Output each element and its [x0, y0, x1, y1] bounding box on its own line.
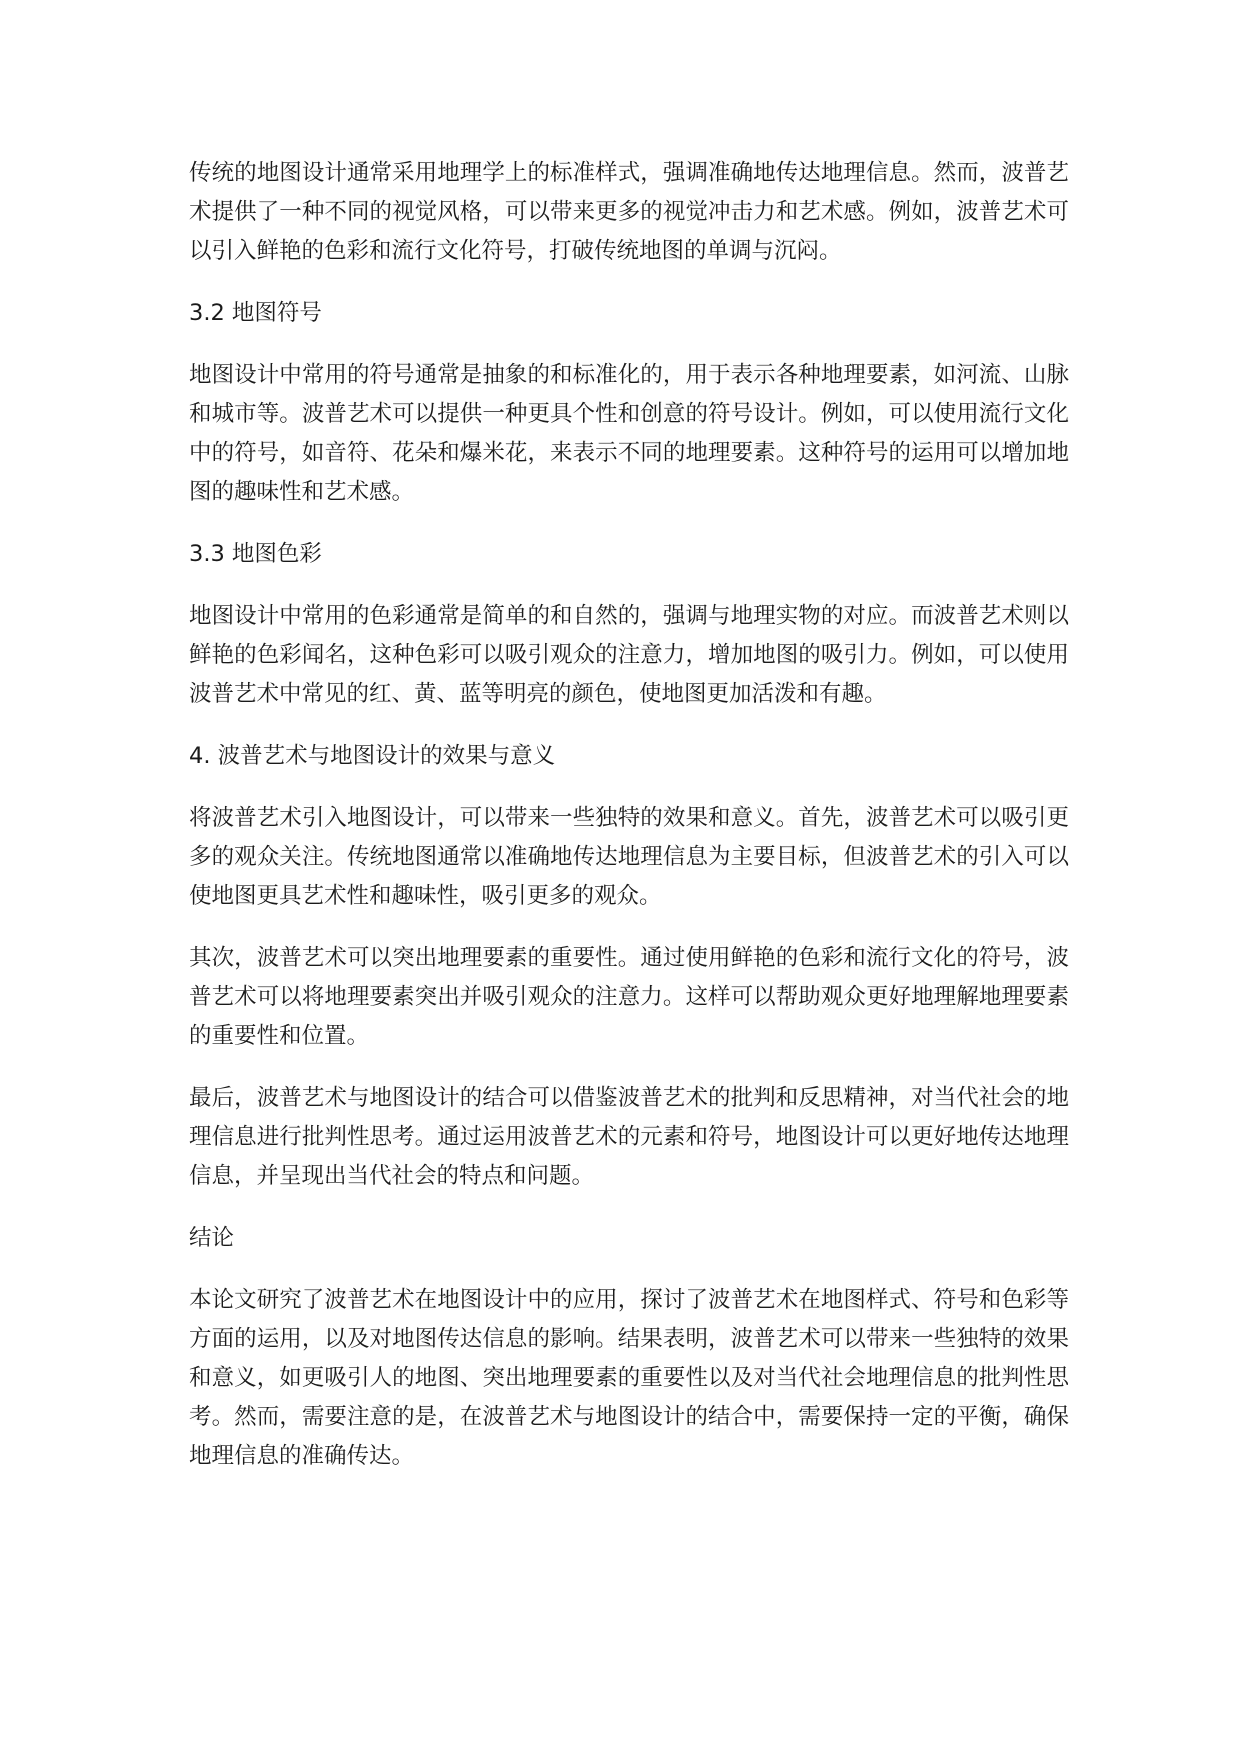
section-heading-effects-meaning: 4. 波普艺术与地图设计的效果与意义 — [189, 743, 556, 769]
document-body — [189, 154, 1069, 1499]
section-heading-conclusion: 结论 — [189, 1225, 235, 1251]
paragraph-conclusion: 本论文研究了波普艺术在地图设计中的应用，探讨了波普艺术在地图样式、符号和色彩等方面的运用，以及对地图传达信息的影响。结果表明，波普艺术可以带来一些独特的效果和意义，如更吸引人的地图、突出地理要素的重要性以及对当代社会地理信息的批判性思考。然而，需要注意的是，在波普艺术与地图设计的结合中，需要保持一定的平衡，确保地理信息的准确传达。 — [189, 1287, 1069, 1469]
paragraph-effects-first: 将波普艺术引入地图设计，可以带来一些独特的效果和意义。首先，波普艺术可以吸引更多的观众关注。传统地图通常以准确地传达地理信息为主要目标，但波普艺术的引入可以使地图更具艺术性和趣味性，吸引更多的观众。 — [189, 805, 1069, 909]
section-heading-map-symbols: 3.2 地图符号 — [189, 300, 322, 326]
paragraph-map-colors: 地图设计中常用的色彩通常是简单的和自然的，强调与地理实物的对应。而波普艺术则以鲜艳的色彩闻名，这种色彩可以吸引观众的注意力，增加地图的吸引力。例如，可以使用波普艺术中常见的红、黄、蓝等明亮的颜色，使地图更加活泼和有趣。 — [189, 603, 1069, 707]
paragraph-map-style: 传统的地图设计通常采用地理学上的标准样式，强调准确地传达地理信息。然而，波普艺术提供了一种不同的视觉风格，可以带来更多的视觉冲击力和艺术感。例如，波普艺术可以引入鲜艳的色彩和流行文化符号，打破传统地图的单调与沉闷。 — [189, 160, 1069, 264]
paragraph-effects-second: 其次，波普艺术可以突出地理要素的重要性。通过使用鲜艳的色彩和流行文化的符号，波普艺术可以将地理要素突出并吸引观众的注意力。这样可以帮助观众更好地理解地理要素的重要性和位置。 — [189, 945, 1069, 1049]
paragraph-map-symbols: 地图设计中常用的符号通常是抽象的和标准化的，用于表示各种地理要素，如河流、山脉和城市等。波普艺术可以提供一种更具个性和创意的符号设计。例如，可以使用流行文化中的符号，如音符、花朵和爆米花，来表示不同的地理要素。这种符号的运用可以增加地图的趣味性和艺术感。 — [189, 362, 1069, 505]
paragraph-effects-last: 最后，波普艺术与地图设计的结合可以借鉴波普艺术的批判和反思精神，对当代社会的地理信息进行批判性思考。通过运用波普艺术的元素和符号，地图设计可以更好地传达地理信息，并呈现出当代社会的特点和问题。 — [189, 1085, 1069, 1189]
section-heading-map-colors: 3.3 地图色彩 — [189, 541, 322, 567]
